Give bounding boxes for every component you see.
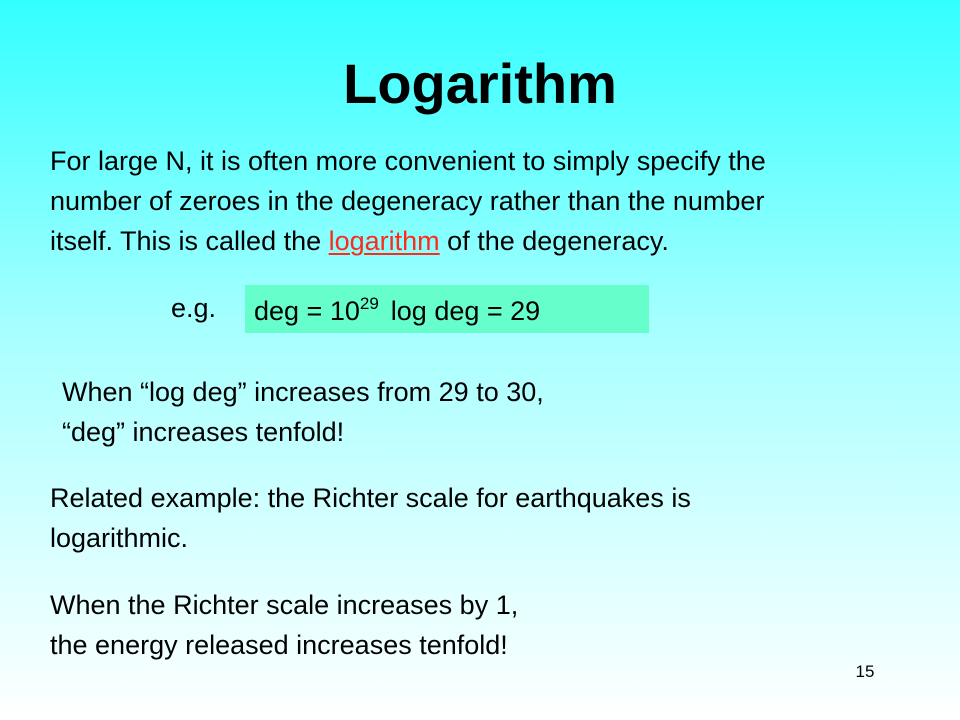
intro-line-1: For large N, it is often more convenient to simply specify the (50, 146, 766, 176)
intro-line-3-before: itself. This is called the (50, 226, 329, 256)
richter-note-line-2: the energy released increases tenfold! (50, 630, 508, 660)
intro-line-3 (50, 221, 930, 261)
tenfold-note (62, 372, 544, 452)
formula-exponent: 29 (359, 294, 379, 313)
page-number: 15 (855, 662, 875, 681)
tenfold-note-line-2: “deg” increases tenfold! (62, 417, 345, 447)
related-example-line-1: Related example: the Richter scale for earthquakes is (50, 483, 691, 513)
intro-line-3-after: of the degeneracy. (439, 226, 669, 256)
related-example-line-2: logarithmic. (50, 523, 189, 553)
intro-paragraph (50, 141, 930, 261)
example-label: e.g. (171, 293, 217, 323)
tenfold-note-line-1: When “log deg” increases from 29 to 30, (62, 377, 544, 407)
logarithm-link[interactable]: logarithm (328, 226, 440, 256)
formula-left: deg = 10 (254, 296, 360, 326)
formula-right: log deg = 29 (390, 296, 541, 326)
formula-box (245, 285, 649, 333)
richter-note (50, 585, 518, 665)
slide-title: Logarithm (343, 52, 617, 115)
intro-line-2: number of zeroes in the degeneracy rather than the number (50, 186, 765, 216)
related-example (50, 478, 691, 558)
richter-note-line-1: When the Richter scale increases by 1, (50, 590, 519, 620)
